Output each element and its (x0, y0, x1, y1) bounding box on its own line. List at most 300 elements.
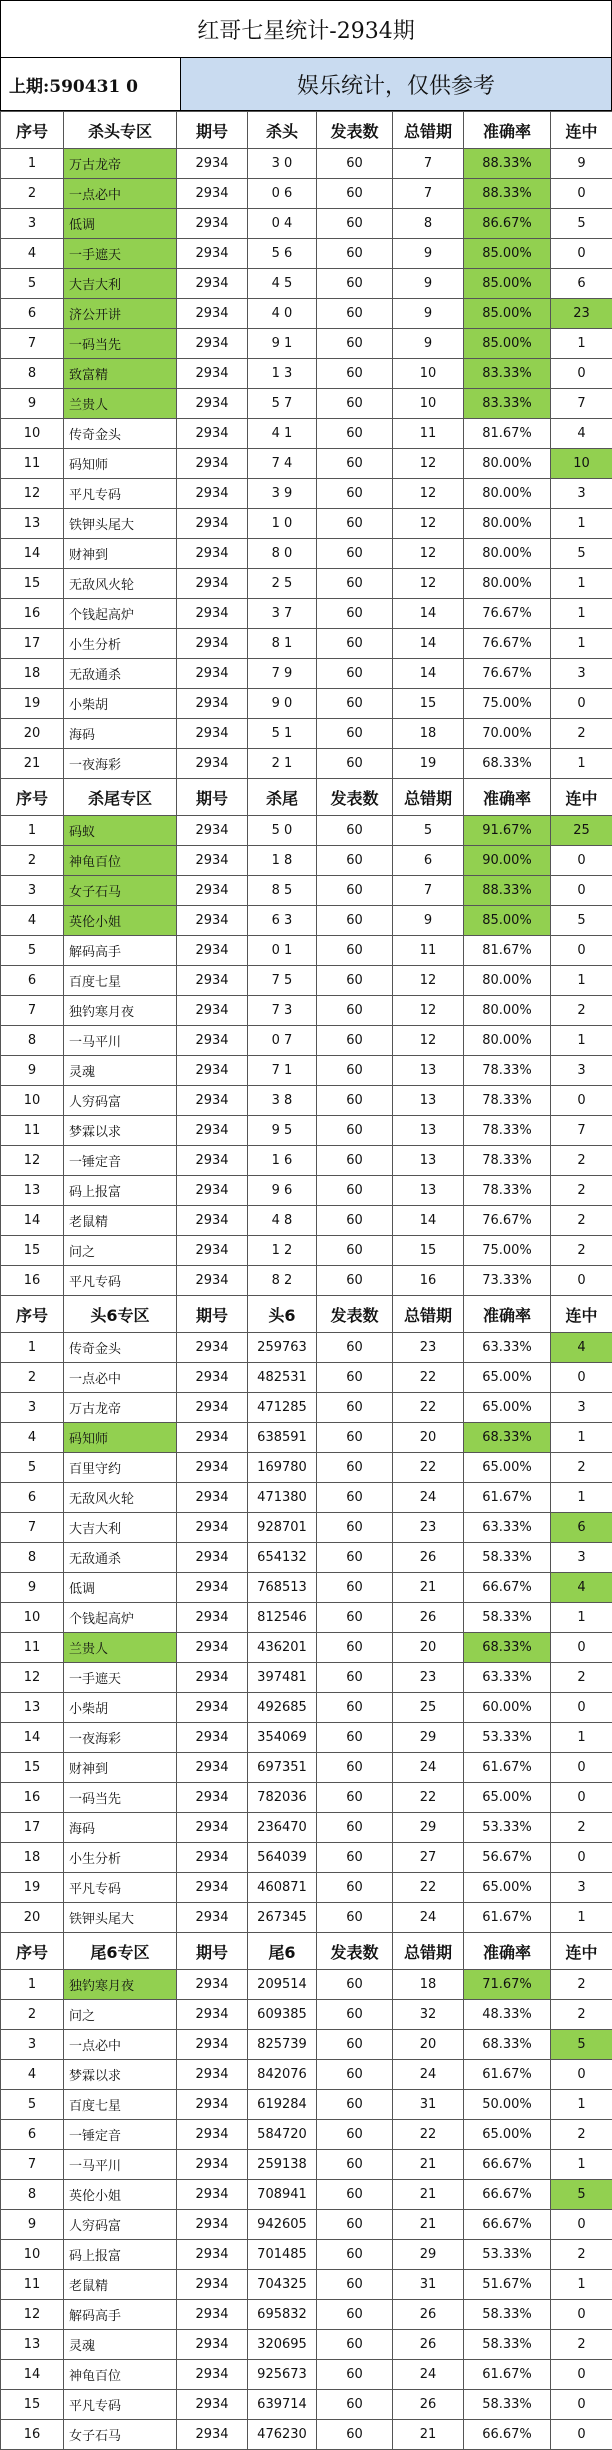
cell-misses: 9 (393, 299, 464, 329)
cell-streak: 4 (551, 1333, 612, 1363)
cell-name: 解码高手 (64, 2300, 177, 2330)
cell-misses: 12 (393, 479, 464, 509)
cell-issue: 2934 (177, 2150, 248, 2180)
cell-misses: 23 (393, 1333, 464, 1363)
cell-accuracy: 66.67% (464, 2180, 551, 2210)
cell-index: 8 (1, 1026, 64, 1056)
table-row (1, 479, 612, 509)
table-row (1, 2120, 612, 2150)
cell-streak: 2 (551, 1206, 612, 1236)
cell-index: 10 (1, 1603, 64, 1633)
table-row (1, 2000, 612, 2030)
cell-accuracy: 91.67% (464, 816, 551, 846)
column-header-name: 头6专区 (64, 1296, 177, 1333)
cell-name: 女子石马 (64, 2420, 177, 2450)
cell-pick: 476230 (248, 2420, 317, 2450)
cell-streak: 0 (551, 2210, 612, 2240)
table-row (1, 239, 612, 269)
column-header-misses: 总错期 (393, 112, 464, 149)
table-row (1, 1026, 612, 1056)
column-header-accuracy: 准确率 (464, 1296, 551, 1333)
cell-issue: 2934 (177, 816, 248, 846)
cell-index: 20 (1, 719, 64, 749)
cell-accuracy: 66.67% (464, 2420, 551, 2450)
cell-misses: 8 (393, 209, 464, 239)
cell-pick: 259763 (248, 1333, 317, 1363)
cell-misses: 11 (393, 419, 464, 449)
cell-posts: 60 (317, 1783, 393, 1813)
cell-pick: 1 6 (248, 1146, 317, 1176)
cell-accuracy: 76.67% (464, 659, 551, 689)
cell-issue: 2934 (177, 846, 248, 876)
cell-name: 致富精 (64, 359, 177, 389)
table-row (1, 2090, 612, 2120)
cell-issue: 2934 (177, 509, 248, 539)
cell-name: 灵魂 (64, 1056, 177, 1086)
cell-posts: 60 (317, 1146, 393, 1176)
cell-accuracy: 80.00% (464, 996, 551, 1026)
cell-pick: 564039 (248, 1843, 317, 1873)
cell-streak: 2 (551, 1970, 612, 2000)
table-row (1, 1603, 612, 1633)
table-row (1, 2150, 612, 2180)
cell-accuracy: 58.33% (464, 1603, 551, 1633)
cell-misses: 31 (393, 2270, 464, 2300)
cell-posts: 60 (317, 239, 393, 269)
cell-posts: 60 (317, 599, 393, 629)
column-header-name: 杀头专区 (64, 112, 177, 149)
cell-misses: 13 (393, 1086, 464, 1116)
table-row (1, 1783, 612, 1813)
cell-accuracy: 50.00% (464, 2090, 551, 2120)
cell-name: 一锤定音 (64, 2120, 177, 2150)
cell-streak: 3 (551, 1873, 612, 1903)
cell-issue: 2934 (177, 1693, 248, 1723)
cell-name: 海码 (64, 719, 177, 749)
cell-issue: 2934 (177, 719, 248, 749)
cell-posts: 60 (317, 329, 393, 359)
cell-issue: 2934 (177, 449, 248, 479)
cell-posts: 60 (317, 966, 393, 996)
cell-streak: 1 (551, 2270, 612, 2300)
table-row (1, 539, 612, 569)
section-header-row (1, 112, 612, 149)
cell-index: 3 (1, 2030, 64, 2060)
cell-accuracy: 73.33% (464, 1266, 551, 1296)
cell-misses: 21 (393, 2180, 464, 2210)
cell-accuracy: 61.67% (464, 1753, 551, 1783)
cell-posts: 60 (317, 816, 393, 846)
cell-misses: 26 (393, 2330, 464, 2360)
table-row (1, 2060, 612, 2090)
cell-streak: 2 (551, 2240, 612, 2270)
table-row (1, 1573, 612, 1603)
cell-accuracy: 48.33% (464, 2000, 551, 2030)
cell-issue: 2934 (177, 2330, 248, 2360)
cell-streak: 2 (551, 1146, 612, 1176)
cell-accuracy: 68.33% (464, 749, 551, 779)
cell-streak: 0 (551, 2420, 612, 2450)
cell-misses: 12 (393, 539, 464, 569)
table-row (1, 2390, 612, 2420)
table-row (1, 876, 612, 906)
cell-streak: 2 (551, 2120, 612, 2150)
cell-name: 一点必中 (64, 1363, 177, 1393)
cell-issue: 2934 (177, 539, 248, 569)
cell-pick: 320695 (248, 2330, 317, 2360)
cell-pick: 471285 (248, 1393, 317, 1423)
cell-index: 12 (1, 1663, 64, 1693)
cell-streak: 25 (551, 816, 612, 846)
cell-pick: 482531 (248, 1363, 317, 1393)
cell-posts: 60 (317, 1843, 393, 1873)
cell-pick: 4 5 (248, 269, 317, 299)
cell-streak: 1 (551, 1423, 612, 1453)
cell-misses: 21 (393, 2420, 464, 2450)
table-row (1, 2330, 612, 2360)
cell-pick: 619284 (248, 2090, 317, 2120)
cell-name: 大吉大利 (64, 269, 177, 299)
column-header-index: 序号 (1, 779, 64, 816)
cell-index: 15 (1, 1753, 64, 1783)
cell-name: 低调 (64, 1573, 177, 1603)
cell-misses: 13 (393, 1116, 464, 1146)
cell-streak: 0 (551, 1783, 612, 1813)
cell-posts: 60 (317, 569, 393, 599)
cell-issue: 2934 (177, 1873, 248, 1903)
cell-pick: 259138 (248, 2150, 317, 2180)
cell-name: 无敌通杀 (64, 659, 177, 689)
cell-pick: 169780 (248, 1453, 317, 1483)
cell-accuracy: 80.00% (464, 1026, 551, 1056)
cell-accuracy: 58.33% (464, 2330, 551, 2360)
cell-index: 11 (1, 1633, 64, 1663)
table-row (1, 1513, 612, 1543)
cell-index: 7 (1, 996, 64, 1026)
cell-index: 11 (1, 449, 64, 479)
cell-posts: 60 (317, 2300, 393, 2330)
cell-posts: 60 (317, 629, 393, 659)
table-row (1, 1903, 612, 1933)
cell-accuracy: 78.33% (464, 1116, 551, 1146)
cell-index: 5 (1, 269, 64, 299)
table-row (1, 2300, 612, 2330)
cell-posts: 60 (317, 659, 393, 689)
cell-issue: 2934 (177, 2210, 248, 2240)
column-header-streak: 连中 (551, 1296, 612, 1333)
cell-pick: 0 6 (248, 179, 317, 209)
cell-pick: 8 2 (248, 1266, 317, 1296)
cell-pick: 0 4 (248, 209, 317, 239)
cell-pick: 609385 (248, 2000, 317, 2030)
cell-accuracy: 65.00% (464, 1873, 551, 1903)
cell-index: 2 (1, 1363, 64, 1393)
cell-index: 19 (1, 689, 64, 719)
cell-posts: 60 (317, 1813, 393, 1843)
section-header-row (1, 1933, 612, 1970)
cell-issue: 2934 (177, 2240, 248, 2270)
cell-posts: 60 (317, 1176, 393, 1206)
cell-posts: 60 (317, 1363, 393, 1393)
cell-pick: 4 8 (248, 1206, 317, 1236)
table-row (1, 509, 612, 539)
cell-name: 平凡专码 (64, 1873, 177, 1903)
cell-index: 14 (1, 2360, 64, 2390)
cell-posts: 60 (317, 509, 393, 539)
cell-misses: 9 (393, 269, 464, 299)
cell-posts: 60 (317, 209, 393, 239)
column-header-index: 序号 (1, 1933, 64, 1970)
table-row (1, 599, 612, 629)
cell-posts: 60 (317, 2330, 393, 2360)
cell-pick: 704325 (248, 2270, 317, 2300)
cell-accuracy: 65.00% (464, 1783, 551, 1813)
cell-pick: 768513 (248, 1573, 317, 1603)
cell-misses: 16 (393, 1266, 464, 1296)
cell-index: 13 (1, 1693, 64, 1723)
cell-misses: 6 (393, 846, 464, 876)
cell-pick: 638591 (248, 1423, 317, 1453)
cell-accuracy: 58.33% (464, 2300, 551, 2330)
cell-name: 老鼠精 (64, 1206, 177, 1236)
cell-misses: 10 (393, 359, 464, 389)
cell-misses: 20 (393, 1633, 464, 1663)
table-row (1, 1266, 612, 1296)
cell-streak: 2 (551, 1663, 612, 1693)
cell-issue: 2934 (177, 1146, 248, 1176)
cell-accuracy: 66.67% (464, 2150, 551, 2180)
stats-table (0, 111, 612, 2450)
cell-misses: 23 (393, 1513, 464, 1543)
cell-issue: 2934 (177, 2000, 248, 2030)
cell-accuracy: 80.00% (464, 479, 551, 509)
cell-name: 一锤定音 (64, 1146, 177, 1176)
cell-name: 兰贵人 (64, 1633, 177, 1663)
cell-index: 11 (1, 1116, 64, 1146)
column-header-accuracy: 准确率 (464, 779, 551, 816)
cell-accuracy: 75.00% (464, 689, 551, 719)
cell-name: 独钓寒月夜 (64, 1970, 177, 2000)
cell-name: 码上报富 (64, 2240, 177, 2270)
cell-accuracy: 56.67% (464, 1843, 551, 1873)
cell-issue: 2934 (177, 2090, 248, 2120)
table-row (1, 719, 612, 749)
cell-name: 女子石马 (64, 876, 177, 906)
cell-streak: 5 (551, 2030, 612, 2060)
cell-accuracy: 90.00% (464, 846, 551, 876)
cell-index: 2 (1, 846, 64, 876)
cell-streak: 2 (551, 719, 612, 749)
cell-index: 15 (1, 1236, 64, 1266)
cell-issue: 2934 (177, 1393, 248, 1423)
cell-name: 问之 (64, 1236, 177, 1266)
table-row (1, 1146, 612, 1176)
cell-name: 一手遮天 (64, 1663, 177, 1693)
cell-issue: 2934 (177, 329, 248, 359)
cell-accuracy: 83.33% (464, 389, 551, 419)
cell-streak: 1 (551, 2090, 612, 2120)
cell-accuracy: 63.33% (464, 1513, 551, 1543)
cell-name: 大吉大利 (64, 1513, 177, 1543)
column-header-misses: 总错期 (393, 1933, 464, 1970)
cell-posts: 60 (317, 719, 393, 749)
cell-posts: 60 (317, 1873, 393, 1903)
cell-issue: 2934 (177, 1483, 248, 1513)
cell-index: 18 (1, 659, 64, 689)
cell-index: 8 (1, 2180, 64, 2210)
cell-streak: 3 (551, 479, 612, 509)
cell-posts: 60 (317, 1453, 393, 1483)
cell-streak: 2 (551, 996, 612, 1026)
cell-accuracy: 68.33% (464, 1423, 551, 1453)
cell-streak: 5 (551, 209, 612, 239)
cell-misses: 29 (393, 1813, 464, 1843)
cell-misses: 24 (393, 1903, 464, 1933)
cell-name: 平凡专码 (64, 479, 177, 509)
cell-accuracy: 83.33% (464, 359, 551, 389)
cell-name: 英伦小姐 (64, 2180, 177, 2210)
cell-misses: 11 (393, 936, 464, 966)
cell-misses: 12 (393, 1026, 464, 1056)
cell-streak: 23 (551, 299, 612, 329)
cell-pick: 9 1 (248, 329, 317, 359)
cell-name: 传奇金头 (64, 1333, 177, 1363)
cell-pick: 9 0 (248, 689, 317, 719)
cell-accuracy: 85.00% (464, 299, 551, 329)
cell-name: 老鼠精 (64, 2270, 177, 2300)
cell-name: 小柴胡 (64, 689, 177, 719)
cell-index: 13 (1, 2330, 64, 2360)
cell-accuracy: 85.00% (464, 239, 551, 269)
cell-accuracy: 65.00% (464, 1393, 551, 1423)
cell-accuracy: 78.33% (464, 1056, 551, 1086)
cell-posts: 60 (317, 2180, 393, 2210)
cell-posts: 60 (317, 1393, 393, 1423)
cell-issue: 2934 (177, 299, 248, 329)
cell-accuracy: 65.00% (464, 2120, 551, 2150)
table-row (1, 1543, 612, 1573)
cell-issue: 2934 (177, 2270, 248, 2300)
cell-streak: 0 (551, 2300, 612, 2330)
cell-issue: 2934 (177, 1176, 248, 1206)
cell-misses: 15 (393, 689, 464, 719)
cell-issue: 2934 (177, 1723, 248, 1753)
cell-index: 18 (1, 1843, 64, 1873)
cell-posts: 60 (317, 1970, 393, 2000)
cell-pick: 584720 (248, 2120, 317, 2150)
cell-posts: 60 (317, 1423, 393, 1453)
table-row (1, 1333, 612, 1363)
cell-name: 一点必中 (64, 179, 177, 209)
cell-posts: 60 (317, 689, 393, 719)
cell-misses: 14 (393, 1206, 464, 1236)
cell-name: 铁钾头尾大 (64, 1903, 177, 1933)
cell-issue: 2934 (177, 2030, 248, 2060)
cell-misses: 13 (393, 1146, 464, 1176)
cell-accuracy: 60.00% (464, 1693, 551, 1723)
cell-posts: 60 (317, 2000, 393, 2030)
cell-issue: 2934 (177, 659, 248, 689)
cell-misses: 12 (393, 996, 464, 1026)
table-row (1, 449, 612, 479)
cell-name: 铁钾头尾大 (64, 509, 177, 539)
table-row (1, 1206, 612, 1236)
cell-index: 10 (1, 419, 64, 449)
cell-misses: 7 (393, 179, 464, 209)
cell-issue: 2934 (177, 1086, 248, 1116)
table-row (1, 1693, 612, 1723)
cell-misses: 22 (393, 2120, 464, 2150)
cell-index: 14 (1, 1206, 64, 1236)
cell-issue: 2934 (177, 239, 248, 269)
cell-streak: 0 (551, 239, 612, 269)
cell-misses: 22 (393, 1363, 464, 1393)
cell-index: 10 (1, 1086, 64, 1116)
cell-index: 15 (1, 569, 64, 599)
cell-index: 9 (1, 1056, 64, 1086)
table-row (1, 1723, 612, 1753)
cell-posts: 60 (317, 419, 393, 449)
cell-issue: 2934 (177, 1236, 248, 1266)
cell-name: 百里守约 (64, 1453, 177, 1483)
cell-index: 8 (1, 1543, 64, 1573)
cell-accuracy: 81.67% (464, 936, 551, 966)
cell-issue: 2934 (177, 2180, 248, 2210)
cell-streak: 0 (551, 689, 612, 719)
cell-issue: 2934 (177, 1633, 248, 1663)
cell-streak: 5 (551, 906, 612, 936)
cell-issue: 2934 (177, 1543, 248, 1573)
cell-accuracy: 80.00% (464, 966, 551, 996)
cell-posts: 60 (317, 2120, 393, 2150)
cell-issue: 2934 (177, 1116, 248, 1146)
cell-pick: 7 4 (248, 449, 317, 479)
cell-issue: 2934 (177, 2300, 248, 2330)
cell-issue: 2934 (177, 1813, 248, 1843)
cell-misses: 14 (393, 599, 464, 629)
cell-accuracy: 85.00% (464, 329, 551, 359)
cell-streak: 1 (551, 749, 612, 779)
cell-streak: 10 (551, 449, 612, 479)
cell-accuracy: 61.67% (464, 1903, 551, 1933)
cell-pick: 8 0 (248, 539, 317, 569)
cell-issue: 2934 (177, 1423, 248, 1453)
cell-index: 16 (1, 599, 64, 629)
cell-streak: 3 (551, 659, 612, 689)
column-header-accuracy: 准确率 (464, 1933, 551, 1970)
cell-pick: 1 3 (248, 359, 317, 389)
cell-name: 个钱起高炉 (64, 1603, 177, 1633)
cell-posts: 60 (317, 846, 393, 876)
table-row (1, 689, 612, 719)
cell-issue: 2934 (177, 1903, 248, 1933)
cell-name: 码上报富 (64, 1176, 177, 1206)
cell-streak: 2 (551, 1236, 612, 1266)
cell-pick: 2 1 (248, 749, 317, 779)
table-row (1, 419, 612, 449)
cell-accuracy: 61.67% (464, 1483, 551, 1513)
cell-misses: 22 (393, 1873, 464, 1903)
cell-misses: 14 (393, 629, 464, 659)
cell-issue: 2934 (177, 179, 248, 209)
cell-index: 5 (1, 2090, 64, 2120)
cell-accuracy: 65.00% (464, 1363, 551, 1393)
cell-misses: 9 (393, 239, 464, 269)
cell-issue: 2934 (177, 2120, 248, 2150)
cell-name: 无敌风火轮 (64, 569, 177, 599)
cell-name: 传奇金头 (64, 419, 177, 449)
cell-streak: 9 (551, 149, 612, 179)
